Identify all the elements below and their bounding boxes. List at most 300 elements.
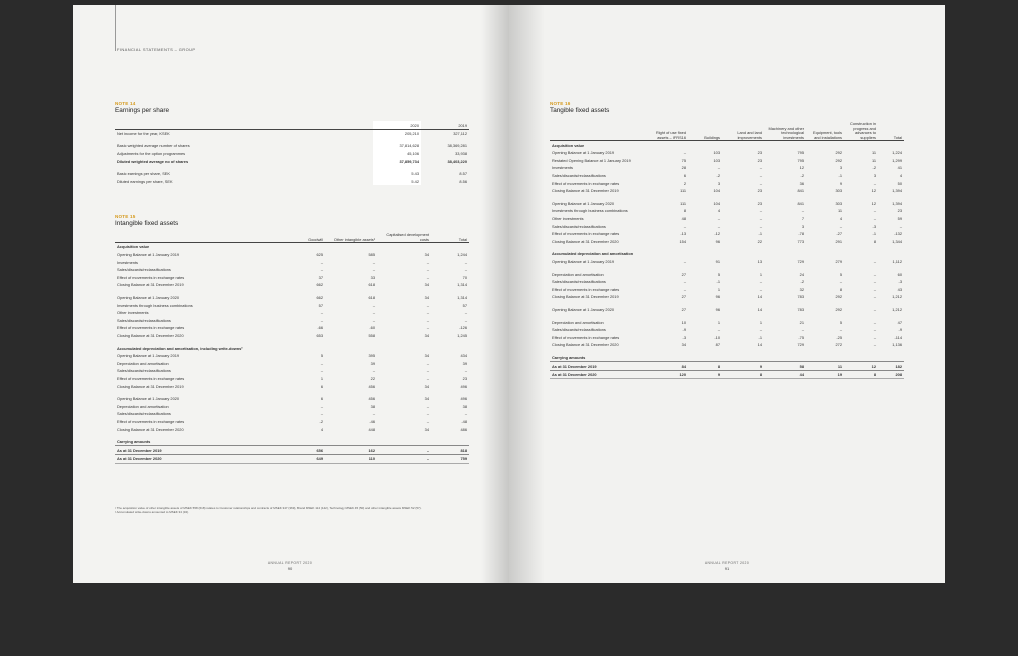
table-cell: –	[683, 223, 686, 229]
table-cell: 1,212	[892, 294, 902, 300]
table-cell	[878, 354, 904, 362]
note-16	[550, 101, 904, 379]
table-cell: 38,403,220	[447, 158, 467, 164]
row-label: Closing Balance at 31 December 2019	[117, 383, 184, 389]
table-cell	[844, 250, 878, 258]
table-cell: –	[759, 208, 762, 214]
table-cell: –	[464, 310, 467, 316]
table-cell: 28	[681, 165, 686, 171]
table-cell: 59	[897, 216, 902, 222]
table-cell: 103	[713, 157, 720, 163]
table-cell: –	[759, 216, 762, 222]
page-footer	[697, 561, 757, 571]
row-label: Depreciation and amortisation	[552, 319, 604, 325]
table-cell: -13	[680, 231, 686, 237]
table-cell: 12	[844, 362, 878, 371]
column-header: Goodwill	[281, 233, 325, 243]
row-label: Closing Balance at 31 December 2019	[117, 282, 184, 288]
table-cell: 208	[878, 370, 904, 379]
note-15	[115, 214, 469, 464]
table-cell: –	[873, 180, 876, 186]
table-cell: -1	[758, 231, 762, 237]
row-label: Other investments	[552, 216, 584, 222]
table-cell: –	[372, 259, 375, 265]
table-row	[550, 258, 904, 266]
row-label: Sales/discards/reclassifications	[117, 267, 171, 273]
table-cell: 656	[281, 446, 325, 455]
note-label: NOTE 16	[550, 101, 571, 106]
report-name: ANNUAL REPORT 2020	[704, 561, 750, 565]
table-cell: -1	[872, 231, 876, 237]
row-label: Opening Balance at 1 January 2019	[117, 353, 180, 359]
table-row	[550, 306, 904, 314]
table-cell: -25	[836, 334, 842, 340]
row-label: Opening Balance at 1 January 2019	[552, 150, 615, 156]
column-header: Machinery and other technological investments	[764, 122, 806, 141]
table-cell: 618	[368, 295, 375, 301]
table-cell: 292	[835, 294, 842, 300]
table-cell: 23	[757, 150, 762, 156]
column-header-blank	[550, 122, 646, 141]
footnote-2: ² Accumulated write-downs amounted to MSEK 34 (34).	[115, 510, 189, 514]
table-cell: -75	[798, 334, 804, 340]
table-row	[115, 352, 469, 360]
table-cell	[646, 141, 688, 149]
table-row	[115, 410, 469, 418]
table-cell: 5	[717, 271, 720, 277]
header-rule	[115, 5, 116, 51]
row-label: Acquisition value	[552, 142, 585, 148]
table-cell: 279	[835, 258, 842, 264]
row-label: Carrying amounts	[117, 439, 151, 445]
row-label: Effect of movements in exchange rates	[552, 180, 620, 186]
table-cell: -46	[369, 418, 375, 424]
table-cell: –	[320, 267, 323, 273]
footnotes	[115, 506, 465, 514]
table-row	[115, 438, 469, 446]
table-cell: –	[320, 310, 323, 316]
table-cell: 292	[835, 157, 842, 163]
row-label: Investments	[552, 165, 573, 171]
row-label: Closing Balance at 31 December 2020	[117, 333, 184, 339]
table-cell: 32	[799, 286, 804, 292]
table-cell: 14	[757, 342, 762, 348]
table-cell: 205,210	[373, 129, 421, 137]
table-cell: 759	[431, 455, 469, 464]
table-cell: 47	[897, 319, 902, 325]
table-cell: 34	[424, 252, 429, 258]
table-cell	[878, 250, 904, 258]
tangible-assets-table	[550, 122, 904, 379]
table-cell: 4	[717, 208, 720, 214]
table-cell: –	[372, 310, 375, 316]
column-header: Construction in progress and advances to suppliers	[844, 122, 878, 141]
row-label: Effect of movements in exchange rates	[117, 325, 185, 331]
table-cell: –	[873, 271, 876, 277]
row-label: Closing Balance at 31 December 2020	[552, 342, 619, 348]
table-cell: 96	[715, 238, 720, 244]
table-cell: 395	[368, 353, 375, 359]
table-row	[115, 294, 469, 302]
table-cell: 4	[839, 216, 842, 222]
row-label: Effect of movements in exchange rates	[552, 231, 620, 237]
row-label: Closing Balance at 31 December 2019	[552, 188, 619, 194]
table-cell: –	[464, 259, 467, 265]
table-cell: 1	[320, 375, 323, 381]
row-label: Opening Balance at 1 January 2019	[552, 258, 615, 264]
row-label: As at 31 December 2020	[115, 455, 281, 464]
column-header: 2020	[373, 121, 421, 129]
table-cell: 50	[897, 180, 902, 186]
row-label: As at 31 December 2020	[550, 370, 646, 379]
table-cell: 729	[797, 258, 804, 264]
footnote-1: ¹ The acquisition value of other intangible assets of MSEK 558 (618) relates to Customer relationships and contracts of MSEK 347 (369), Brand MSEK 114 (142), Technology MSEK 45 (50) and other intangible assets MSEK 52 (57).	[115, 506, 422, 510]
table-cell: 14	[757, 294, 762, 300]
eps-table	[115, 121, 469, 185]
table-cell: –	[873, 208, 876, 214]
table-cell: 21	[799, 319, 804, 325]
column-header: Capitalised development costs	[377, 233, 431, 243]
note-title: Earnings per share	[115, 107, 169, 114]
table-cell: 45,106	[373, 150, 421, 158]
column-header: Right of use fixed assets – IFRS16	[646, 122, 688, 141]
column-header: Other intangible assets¹	[325, 233, 377, 243]
table-row	[115, 178, 469, 186]
table-cell: -48	[461, 418, 467, 424]
table-cell: 48	[681, 216, 686, 222]
table-cell: 11	[871, 157, 876, 163]
table-row	[115, 317, 469, 325]
table-cell: 6	[683, 173, 686, 179]
table-cell: 37,814,628	[373, 142, 421, 150]
table-row	[550, 333, 904, 341]
table-cell: 34	[681, 342, 686, 348]
table-cell: 3	[839, 165, 842, 171]
table-row	[115, 150, 469, 158]
table-cell: 1,314	[457, 282, 467, 288]
table-cell: –	[426, 418, 429, 424]
table-cell: 39	[462, 360, 467, 366]
table-cell: 14	[757, 306, 762, 312]
table-row	[115, 446, 469, 455]
table-cell: 34	[424, 396, 429, 402]
row-label: Carrying amounts	[552, 354, 586, 360]
note-title: Tangible fixed assets	[550, 107, 610, 114]
table-cell: 111	[680, 200, 686, 206]
row-label: Depreciation and amortisation	[117, 360, 169, 366]
table-cell: 87	[715, 342, 720, 348]
table-cell: 5	[839, 319, 842, 325]
table-row	[115, 243, 469, 251]
table-cell: 23	[757, 157, 762, 163]
table-cell: –	[759, 173, 762, 179]
table-cell: –	[873, 216, 876, 222]
table-cell: –	[426, 360, 429, 366]
table-cell: –	[372, 411, 375, 417]
table-cell: –	[717, 165, 720, 171]
table-cell: 38	[370, 403, 375, 409]
table-row	[550, 293, 904, 301]
table-cell: -1	[716, 279, 720, 285]
row-label: Accumulated depreciation and amortisation	[552, 251, 634, 257]
table-cell: –	[873, 334, 876, 340]
table-row	[115, 142, 469, 150]
table-cell: 84	[646, 362, 688, 371]
table-cell: 1,244	[457, 252, 467, 258]
table-cell: –	[873, 327, 876, 333]
row-label: Basic weighted average number of shares	[117, 143, 190, 149]
table-cell: 9	[688, 370, 722, 379]
table-cell: 6	[320, 383, 323, 389]
table-cell: 456	[368, 383, 375, 389]
column-header-blank	[115, 233, 281, 243]
table-row	[550, 370, 904, 379]
table-cell	[377, 438, 431, 446]
row-label: Sales/discards/reclassifications	[117, 368, 171, 374]
table-cell: 7	[801, 216, 804, 222]
table-cell	[722, 250, 764, 258]
table-cell	[688, 354, 722, 362]
table-cell: 653	[316, 333, 323, 339]
table-cell: –	[426, 310, 429, 316]
table-cell	[764, 141, 806, 149]
table-cell: 110	[325, 455, 377, 464]
row-label: As at 31 December 2019	[115, 446, 281, 455]
table-cell	[688, 250, 722, 258]
spine-shadow	[481, 5, 509, 583]
table-cell: 34	[424, 353, 429, 359]
table-cell: -2	[800, 279, 804, 285]
table-cell: –	[801, 327, 804, 333]
table-cell: 12	[871, 188, 876, 194]
table-cell	[844, 141, 878, 149]
table-cell: 558	[368, 333, 375, 339]
table-cell: -2	[872, 165, 876, 171]
table-cell: 729	[797, 342, 804, 348]
table-cell: 27	[681, 294, 686, 300]
table-row	[550, 164, 904, 172]
table-cell: -9	[682, 327, 686, 333]
table-cell: –	[717, 216, 720, 222]
table-row	[550, 172, 904, 180]
table-row	[115, 324, 469, 332]
table-row	[115, 402, 469, 410]
table-row	[115, 360, 469, 368]
table-cell: -78	[798, 231, 804, 237]
table-cell: 162	[325, 446, 377, 455]
table-cell: 5	[320, 353, 323, 359]
table-cell: –	[873, 319, 876, 325]
table-cell: –	[426, 325, 429, 331]
table-cell: –	[683, 258, 686, 264]
table-cell: 8	[844, 370, 878, 379]
table-cell: -10	[714, 334, 720, 340]
table-cell: 662	[316, 282, 323, 288]
table-cell: 60	[897, 271, 902, 277]
table-cell: 1	[717, 319, 720, 325]
table-cell: 291	[835, 238, 842, 244]
table-cell	[806, 354, 844, 362]
table-cell	[281, 438, 325, 446]
table-cell: 57	[462, 302, 467, 308]
row-label: Restated Opening Balance at 1 January 2019	[552, 157, 631, 163]
right-page	[509, 5, 945, 583]
table-row	[550, 341, 904, 349]
table-cell: –	[372, 317, 375, 323]
table-row	[550, 354, 904, 362]
table-cell: 37,859,734	[373, 157, 421, 165]
table-cell: 9	[839, 180, 842, 186]
table-row	[550, 318, 904, 326]
table-cell: –	[320, 368, 323, 374]
table-cell: -126	[459, 325, 467, 331]
table-cell: –	[464, 368, 467, 374]
table-row	[115, 375, 469, 383]
table-cell	[722, 354, 764, 362]
table-cell: 37	[318, 274, 323, 280]
table-cell: 43	[897, 286, 902, 292]
table-cell: 1	[717, 286, 720, 292]
table-cell: 1,245	[457, 333, 467, 339]
table-cell: 34	[424, 282, 429, 288]
table-cell: 34	[424, 295, 429, 301]
row-label: Effect of movements in exchange rates	[117, 274, 185, 280]
table-cell: 292	[835, 150, 842, 156]
row-label: Investments through business combinations	[117, 302, 193, 308]
table-cell: 841	[797, 200, 804, 206]
table-cell: –	[873, 279, 876, 285]
table-cell: 1,394	[892, 200, 902, 206]
table-cell: 154	[679, 238, 686, 244]
table-cell: 5.42	[373, 178, 421, 186]
table-cell: 585	[368, 252, 375, 258]
row-label: Effect of movements in exchange rates	[117, 375, 185, 381]
table-cell: –	[426, 411, 429, 417]
row-label: Sales/discards/reclassifications	[117, 411, 171, 417]
column-header: Total	[431, 233, 469, 243]
row-label: Effect of movements in exchange rates	[552, 334, 620, 340]
table-cell	[844, 354, 878, 362]
table-cell: –	[426, 368, 429, 374]
table-cell: 8	[688, 362, 722, 371]
table-cell: –	[873, 294, 876, 300]
table-cell: 34	[424, 383, 429, 389]
row-label: Diluted earnings per share, SEK	[117, 178, 173, 184]
row-label: Opening Balance at 1 January 2019	[117, 252, 180, 258]
table-cell: 91	[715, 258, 720, 264]
table-row	[550, 187, 904, 195]
row-label: Depreciation and amortisation	[117, 403, 169, 409]
table-cell: 23	[897, 208, 902, 214]
row-label: Acquisition value	[117, 244, 150, 250]
table-cell: 12	[799, 165, 804, 171]
table-cell: –	[372, 267, 375, 273]
table-cell: 496	[460, 396, 467, 402]
table-cell: –	[873, 306, 876, 312]
table-cell: 1,224	[892, 150, 902, 156]
row-label: Net income for the year, KSEK	[115, 129, 373, 137]
table-cell: -1	[838, 173, 842, 179]
table-cell: -9	[898, 327, 902, 333]
table-cell: 22	[757, 238, 762, 244]
row-label: Closing Balance at 31 December 2020	[552, 238, 619, 244]
table-cell: –	[801, 208, 804, 214]
table-cell: 4	[320, 426, 323, 432]
table-cell: –	[683, 150, 686, 156]
table-row	[550, 230, 904, 238]
table-row	[550, 215, 904, 223]
table-cell: 783	[797, 294, 804, 300]
table-row	[115, 266, 469, 274]
table-cell: 96	[715, 294, 720, 300]
row-label: Opening Balance at 1 January 2020	[552, 306, 615, 312]
table-row	[550, 238, 904, 246]
table-header-row	[115, 233, 469, 243]
row-label: Sales/discards/reclassifications	[552, 173, 606, 179]
table-header-row	[115, 121, 469, 129]
table-cell: –	[717, 223, 720, 229]
table-row	[115, 301, 469, 309]
table-cell	[431, 243, 469, 251]
table-cell: –	[320, 317, 323, 323]
table-cell: 5.43	[373, 170, 421, 178]
table-cell: –	[320, 360, 323, 366]
table-row	[550, 222, 904, 230]
section-header: FINANCIAL STATEMENTS – GROUP	[117, 47, 196, 52]
table-cell: –	[464, 411, 467, 417]
note-14	[115, 101, 469, 185]
table-cell: 11	[806, 362, 844, 371]
table-row	[115, 281, 469, 289]
table-cell: –	[873, 258, 876, 264]
table-row	[550, 179, 904, 187]
table-cell: 11	[871, 150, 876, 156]
row-label: Closing Balance at 31 December 2019	[552, 294, 619, 300]
table-cell: 9	[722, 362, 764, 371]
table-cell: –	[464, 267, 467, 273]
table-cell: 8	[873, 238, 876, 244]
table-cell: 38	[462, 403, 467, 409]
table-cell: 272	[835, 342, 842, 348]
row-label: Sales/discards/reclassifications	[552, 223, 606, 229]
table-cell	[431, 344, 469, 352]
table-cell: –	[839, 327, 842, 333]
table-cell: –	[759, 223, 762, 229]
table-cell: 34	[424, 426, 429, 432]
table-cell: 104	[713, 188, 720, 194]
table-header-row	[550, 122, 904, 141]
table-row	[550, 326, 904, 334]
table-cell: –	[426, 302, 429, 308]
table-cell: –	[426, 375, 429, 381]
table-cell: 841	[797, 188, 804, 194]
table-cell: 23	[757, 188, 762, 194]
table-cell: –	[320, 259, 323, 265]
table-cell	[688, 141, 722, 149]
table-cell: 292	[835, 306, 842, 312]
table-cell: 33,938	[455, 151, 467, 157]
table-row	[115, 344, 469, 352]
table-cell: 486	[460, 426, 467, 432]
table-cell: 38,369,281	[447, 143, 467, 149]
table-cell: 27	[681, 271, 686, 277]
table-cell	[325, 243, 377, 251]
table-cell: 2	[683, 180, 686, 186]
note-title: Intangible fixed assets	[115, 220, 179, 227]
table-cell: 327,112	[421, 129, 469, 137]
table-cell: 5	[839, 271, 842, 277]
row-label: Investments through business combinations	[552, 208, 628, 214]
